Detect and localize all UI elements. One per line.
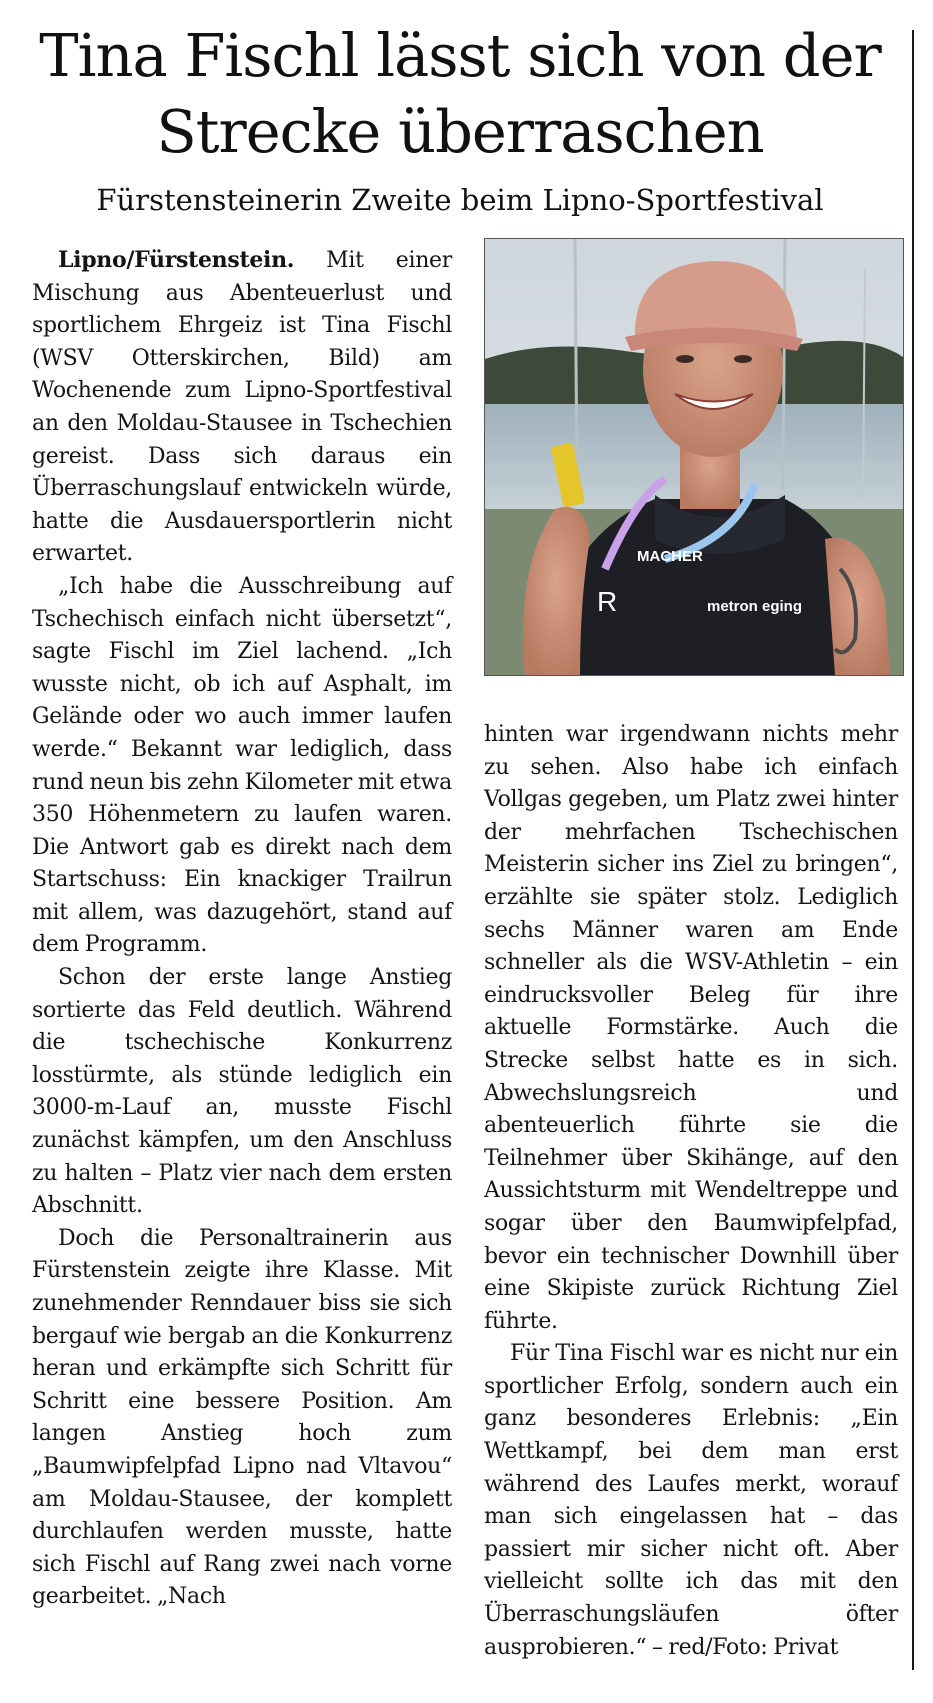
article-column-1 — [32, 244, 452, 1614]
headline: Tina Fischl lässt sich von der Strecke überraschen — [39, 21, 881, 166]
paragraph — [32, 244, 452, 571]
shirt-text: MACHER — [637, 548, 703, 565]
paragraph: Doch die Personaltrainerin aus Fürstenstein zeigte ihre Klasse. Mit zunehmender Renndauer biss sie sich bergauf wie bergab an die Konkurrenz heran und erkämpfte sich Schritt für Schritt eine bessere Position. Am langen Anstieg hoch zum „Baumwipfelpfad Lipno nad Vltavou“ am Moldau-Stausee, der komplett durchlaufen werden musste, hatte sich Fischl auf Rang zwei nach vorne gearbeitet. „Nach — [32, 1225, 452, 1610]
article-column-2 — [484, 719, 898, 1664]
paragraph: „Ich habe die Ausschreibung auf Tschechisch einfach nicht übersetzt“, sagte Fischl im Ziel lachend. „Ich wusste nicht, ob ich auf Asphalt, im Gelände oder wo auch immer laufen werde.“ Bekannt war lediglich, dass rund neun bis zehn Kilometer mit etwa 350 Höhenmetern zu laufen waren. Die Antwort gab es direkt nach dem Startschuss: Ein knackiger Trailrun mit allem, was dazugehört, stand auf dem Programm. — [32, 573, 452, 958]
column-rule — [912, 30, 914, 1670]
shirt-logo: metron eging — [707, 598, 803, 615]
paragraph: Für Tina Fischl war es nicht nur ein sportlicher Erfolg, sondern auch ein ganz besonderes Erlebnis: „Ein Wettkampf, bei dem man erst während des Laufes merkt, worauf man sich eingelassen hat – das passiert mir sicher nicht oft. Aber vielleicht sollte ich das mit den Überraschungsläufen öfter ausprobieren.“ – red/Foto: Privat — [484, 1341, 898, 1660]
paragraph: Schon der erste lange Anstieg sortierte das Feld deutlich. Während die tschechische Konkurrenz losstürmte, als stünde lediglich ein 3000-m-Lauf an, musste Fischl zunächst kämpfen, um den Anschluss zu halten – Platz vier nach dem ersten Abschnitt. — [32, 965, 452, 1219]
paragraph-text: Mit einer Mischung aus Abenteuerlust und sportlichem Ehrgeiz ist Tina Fischl (WSV Otterskirchen, Bild) am Wochenende zum Lipno-Sportfestival an den Moldau-Stausee in Tschechien gereist. Dass sich daraus ein Überraschungslauf entwickeln würde, hatte die Ausdauersportlerin nicht erwartet. — [32, 248, 452, 567]
dateline: Lipno/Fürstenstein. — [58, 247, 295, 273]
paragraph: hinten war irgendwann nichts mehr zu sehen. Also habe ich einfach Vollgas gegeben, um Platz zwei hinter der mehrfachen Tschechischen Meisterin sicher ins Ziel zu bringen“, erzählte sie später stolz. Lediglich sechs Männer waren am Ende schneller als die WSV-Athletin – ein eindrucksvoller Beleg für ihre aktuelle Formstärke. Auch die Strecke selbst hatte es in sich. Abwechslungsreich und abenteuerlich führte sie die Teilnehmer über Skihänge, auf den Aussichtsturm mit Wendeltreppe und sogar über den Baumwipfelpfad, bevor ein technischer Downhill über eine Skipiste zurück Richtung Ziel führte. — [484, 722, 898, 1334]
article-photo — [484, 238, 904, 676]
shirt-letter: R — [597, 586, 618, 617]
subheadline: Fürstensteinerin Zweite beim Lipno-Sportfestival — [96, 183, 824, 217]
